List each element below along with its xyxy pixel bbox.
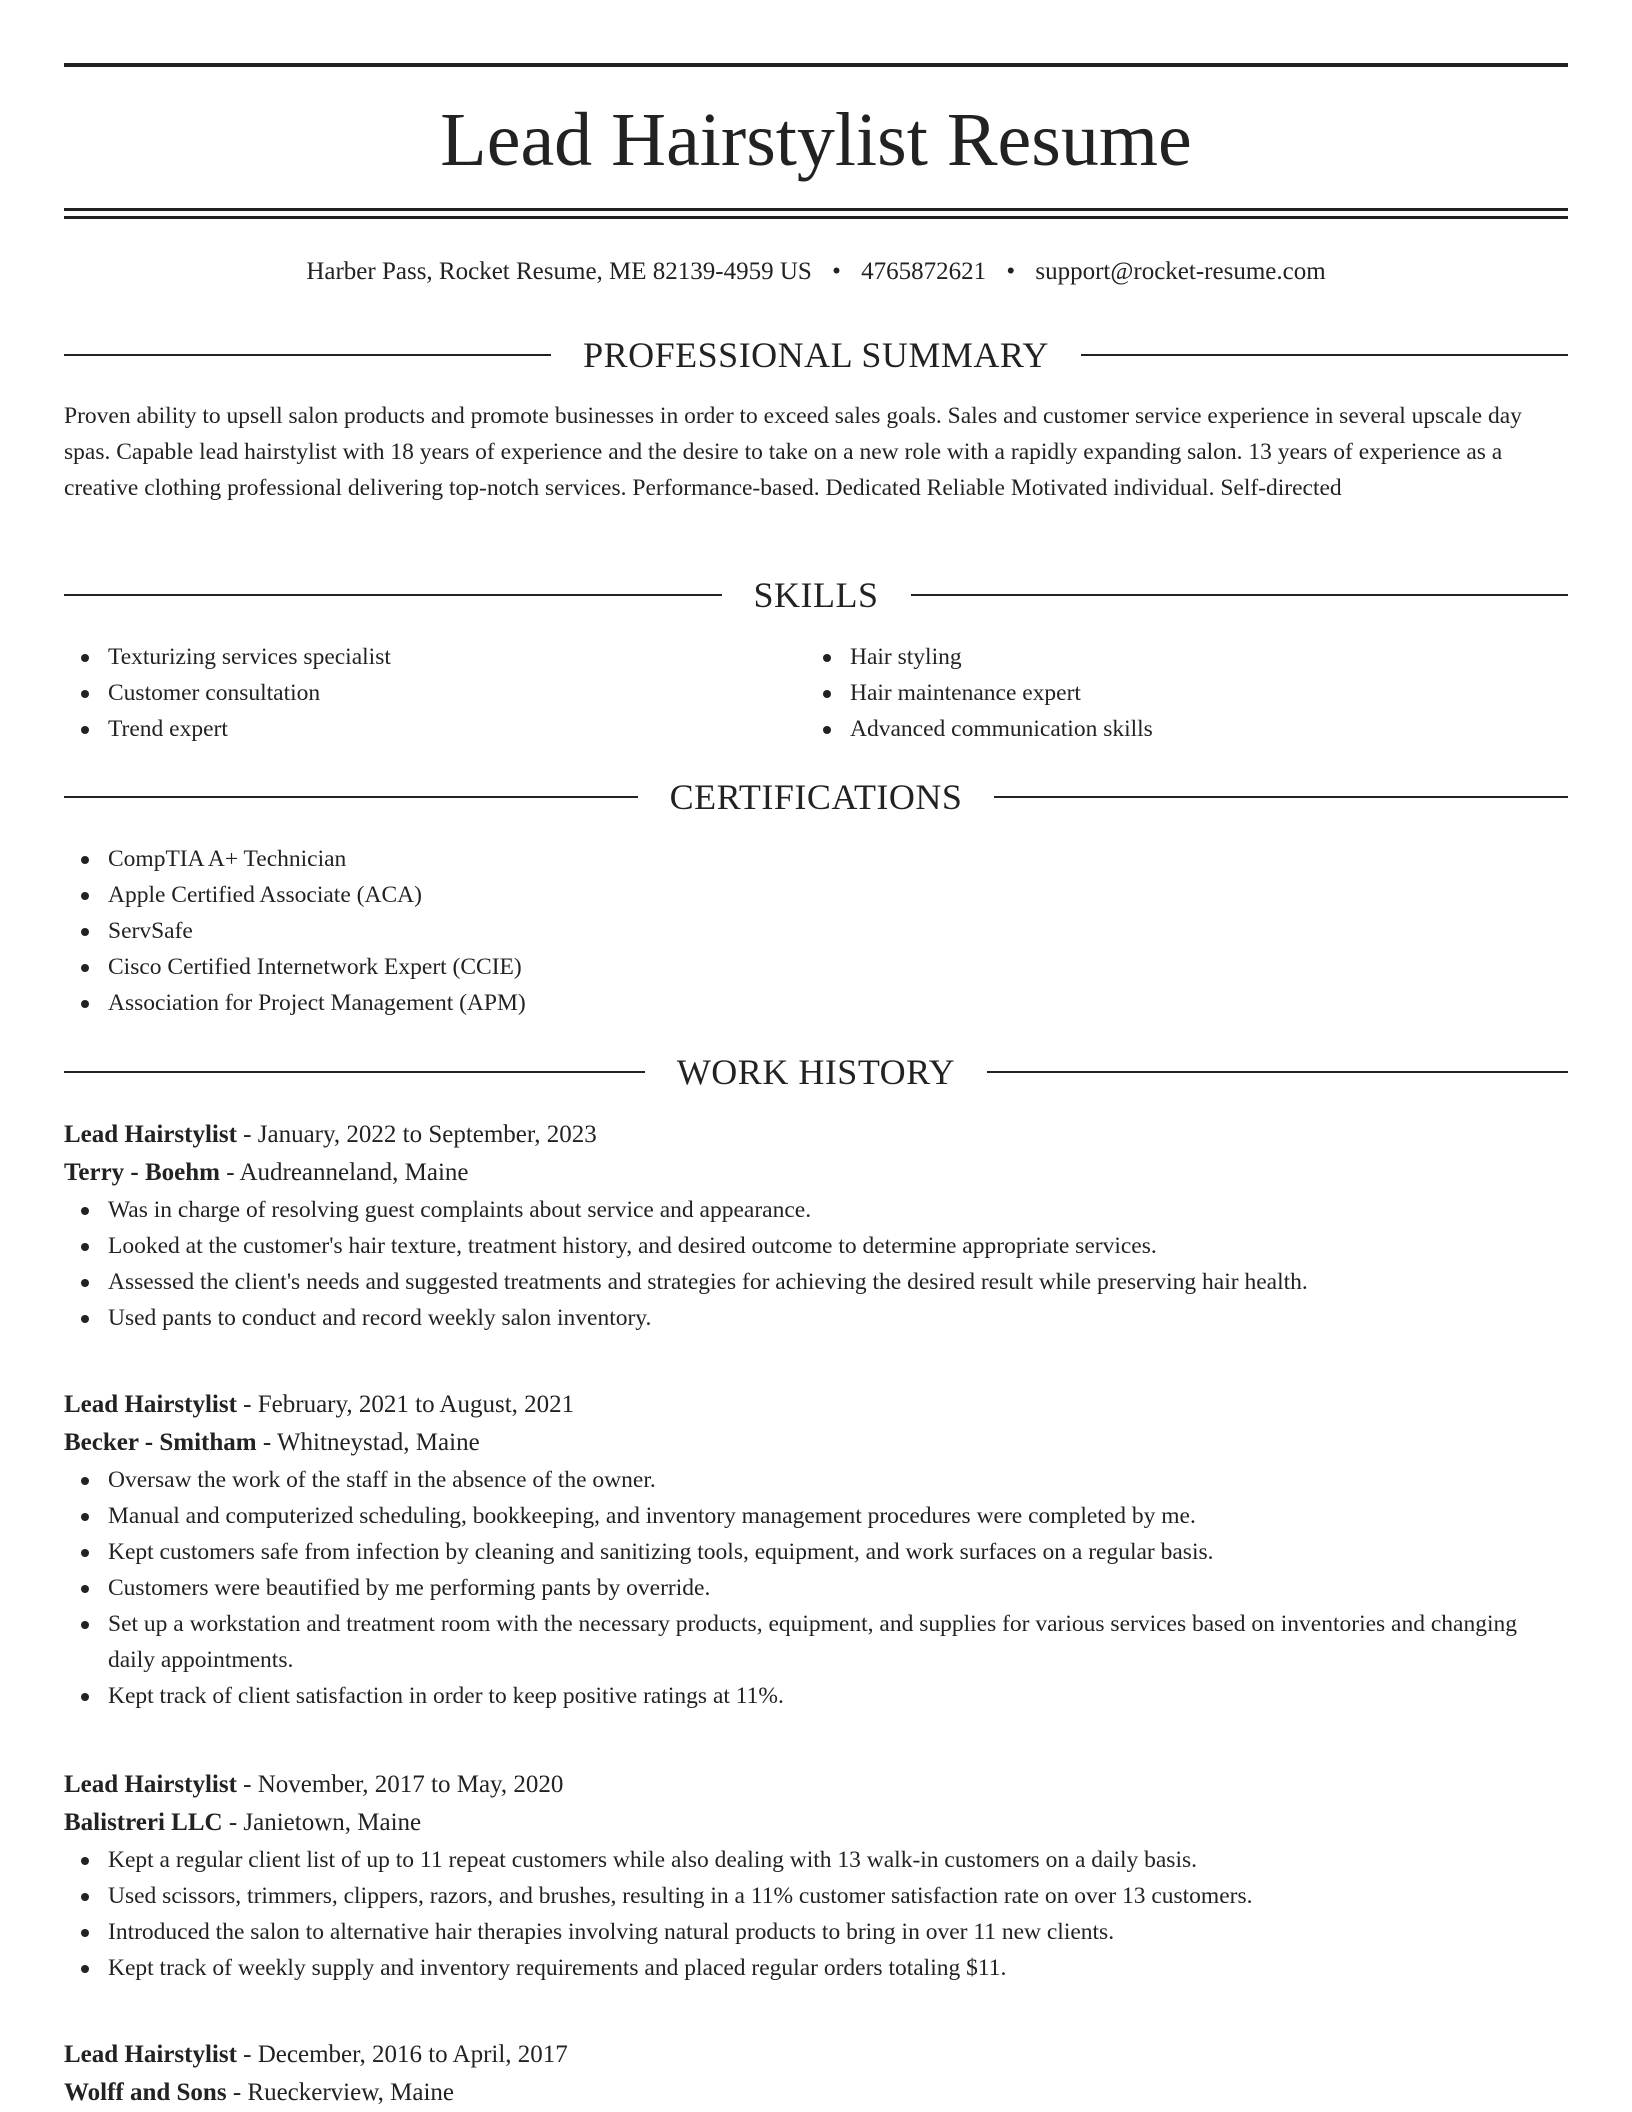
- job-bullet: Kept customers safe from infection by cleaning and sanitizing tools, equipment, and work surfaces on a regular basis.: [64, 1534, 1568, 1570]
- job-entry: [64, 1116, 1568, 1336]
- job-location: - Rueckerview, Maine: [226, 2079, 455, 2106]
- job-bullet: Used scissors, trimmers, clippers, razors, and brushes, resulting in a 11% customer satisfaction rate on over 13 customers.: [64, 1878, 1568, 1914]
- job-title: Lead Hairstylist: [64, 1121, 237, 1148]
- top-rule: [64, 63, 1568, 67]
- heading-rule-left: [64, 796, 638, 798]
- contact-separator: •: [1006, 258, 1016, 285]
- job-company-line: [64, 1804, 1568, 1842]
- certifications-heading-label: CERTIFICATIONS: [669, 777, 963, 817]
- job-location: - Janietown, Maine: [222, 1809, 422, 1836]
- job-bullet: Was in charge of resolving guest complaints about service and appearance.: [64, 1192, 1568, 1228]
- heading-rule-right: [987, 1071, 1568, 1073]
- certification-item: Association for Project Management (APM): [64, 985, 1568, 1021]
- job-location: - Whitneystad, Maine: [256, 1429, 480, 1456]
- skill-item: Hair maintenance expert: [806, 675, 1546, 711]
- contact-line: [64, 252, 1568, 292]
- certification-item: Cisco Certified Internetwork Expert (CCIE): [64, 949, 1568, 985]
- contact-phone: 4765872621: [861, 258, 987, 285]
- certification-item: CompTIA A+ Technician: [64, 841, 1568, 877]
- heading-rule-left: [64, 594, 722, 596]
- heading-rule-right: [994, 796, 1568, 798]
- job-bullet: Set up a workstation and treatment room with the necessary products, equipment, and supplies for various services based on inventories and changing daily appointments.: [64, 1606, 1568, 1678]
- job-entry: [64, 1766, 1568, 1986]
- summary-heading-label: PROFESSIONAL SUMMARY: [583, 335, 1049, 375]
- heading-rule-right: [911, 594, 1569, 596]
- certifications-list: [64, 841, 1568, 1021]
- job-company: Terry - Boehm: [64, 1159, 220, 1186]
- job-bullet: Kept track of client satisfaction in order to keep positive ratings at 11%.: [64, 1678, 1568, 1714]
- summary-text: Proven ability to upsell salon products and promote businesses in order to exceed sales goals. Sales and customer service experience in several upscale day spas. Capable lead hairstylist with 18 years of experience and the desire to take on a new role with a rapidly expanding salon. 13 years of experience as a creative clothing professional delivering top-notch services. Performance-based. Dedicated Reliable Motivated individual. Self-directed: [64, 403, 1522, 501]
- certifications-heading: [64, 773, 1568, 821]
- contact-address: Harber Pass, Rocket Resume, ME 82139-4959 US: [306, 258, 812, 285]
- job-bullets: [64, 1462, 1568, 1714]
- skills-right-column: [806, 639, 1546, 747]
- job-bullet: Kept track of weekly supply and inventory requirements and placed regular orders totaling $11.: [64, 1950, 1568, 1986]
- resume-title: Lead Hairstylist Resume: [440, 98, 1192, 182]
- contact-separator: •: [832, 258, 841, 285]
- job-bullets: [64, 1192, 1568, 1336]
- job-bullet: Oversaw the work of the staff in the absence of the owner.: [64, 1462, 1568, 1498]
- job-title: Lead Hairstylist: [64, 1391, 237, 1418]
- job-entry: [64, 1386, 1568, 1714]
- job-bullet: Looked at the customer's hair texture, treatment history, and desired outcome to determine appropriate services.: [64, 1228, 1568, 1264]
- job-title-line: [64, 1766, 1568, 1804]
- heading-rule-left: [64, 354, 551, 356]
- job-dates: - February, 2021 to August, 2021: [236, 1391, 575, 1418]
- job-title: Lead Hairstylist: [64, 1771, 237, 1798]
- skills-heading-label: SKILLS: [753, 575, 879, 615]
- job-company-line: [64, 2074, 1568, 2112]
- skill-item: Trend expert: [64, 711, 804, 747]
- skill-item: Hair styling: [806, 639, 1546, 675]
- job-title-line: [64, 1116, 1568, 1154]
- job-bullet: Customers were beautified by me performing pants by override.: [64, 1570, 1568, 1606]
- skill-item: Advanced communication skills: [806, 711, 1546, 747]
- job-entry: [64, 2036, 1568, 2112]
- job-dates: - December, 2016 to April, 2017: [236, 2041, 568, 2068]
- job-bullet: Assessed the client's needs and suggested treatments and strategies for achieving the desired result while preserving hair health.: [64, 1264, 1568, 1300]
- skill-item: Customer consultation: [64, 675, 804, 711]
- job-title-line: [64, 1386, 1568, 1424]
- work-history-heading-label: WORK HISTORY: [676, 1052, 956, 1092]
- job-bullet: Kept a regular client list of up to 11 repeat customers while also dealing with 13 walk-in customers on a daily basis.: [64, 1842, 1568, 1878]
- certification-item: ServSafe: [64, 913, 1568, 949]
- job-company: Becker - Smitham: [64, 1429, 257, 1456]
- work-history-heading: [64, 1048, 1568, 1096]
- contact-email[interactable]: support@rocket-resume.com: [1035, 258, 1326, 285]
- job-company-line: [64, 1424, 1568, 1462]
- heading-rule-right: [1081, 354, 1568, 356]
- job-company: Balistreri LLC: [64, 1809, 223, 1836]
- job-title: Lead Hairstylist: [64, 2041, 237, 2068]
- job-company: Wolff and Sons: [64, 2079, 227, 2106]
- certification-item: Apple Certified Associate (ACA): [64, 877, 1568, 913]
- job-location: - Audreanneland, Maine: [220, 1159, 469, 1186]
- skills-heading: [64, 571, 1568, 619]
- skill-item: Texturizing services specialist: [64, 639, 804, 675]
- title-rule-lower: [64, 216, 1568, 219]
- job-dates: - November, 2017 to May, 2020: [236, 1771, 564, 1798]
- job-bullet: Manual and computerized scheduling, bookkeeping, and inventory management procedures were completed by me.: [64, 1498, 1568, 1534]
- job-bullet: Introduced the salon to alternative hair therapies involving natural products to bring in over 11 new clients.: [64, 1914, 1568, 1950]
- title-rule-upper: [64, 208, 1568, 211]
- job-bullet: Used pants to conduct and record weekly salon inventory.: [64, 1300, 1568, 1336]
- job-title-line: [64, 2036, 1568, 2074]
- summary-heading: [64, 331, 1568, 379]
- job-dates: - January, 2022 to September, 2023: [236, 1121, 597, 1148]
- job-company-line: [64, 1154, 1568, 1192]
- heading-rule-left: [64, 1071, 645, 1073]
- skills-left-column: [64, 639, 804, 747]
- job-bullets: [64, 1842, 1568, 1986]
